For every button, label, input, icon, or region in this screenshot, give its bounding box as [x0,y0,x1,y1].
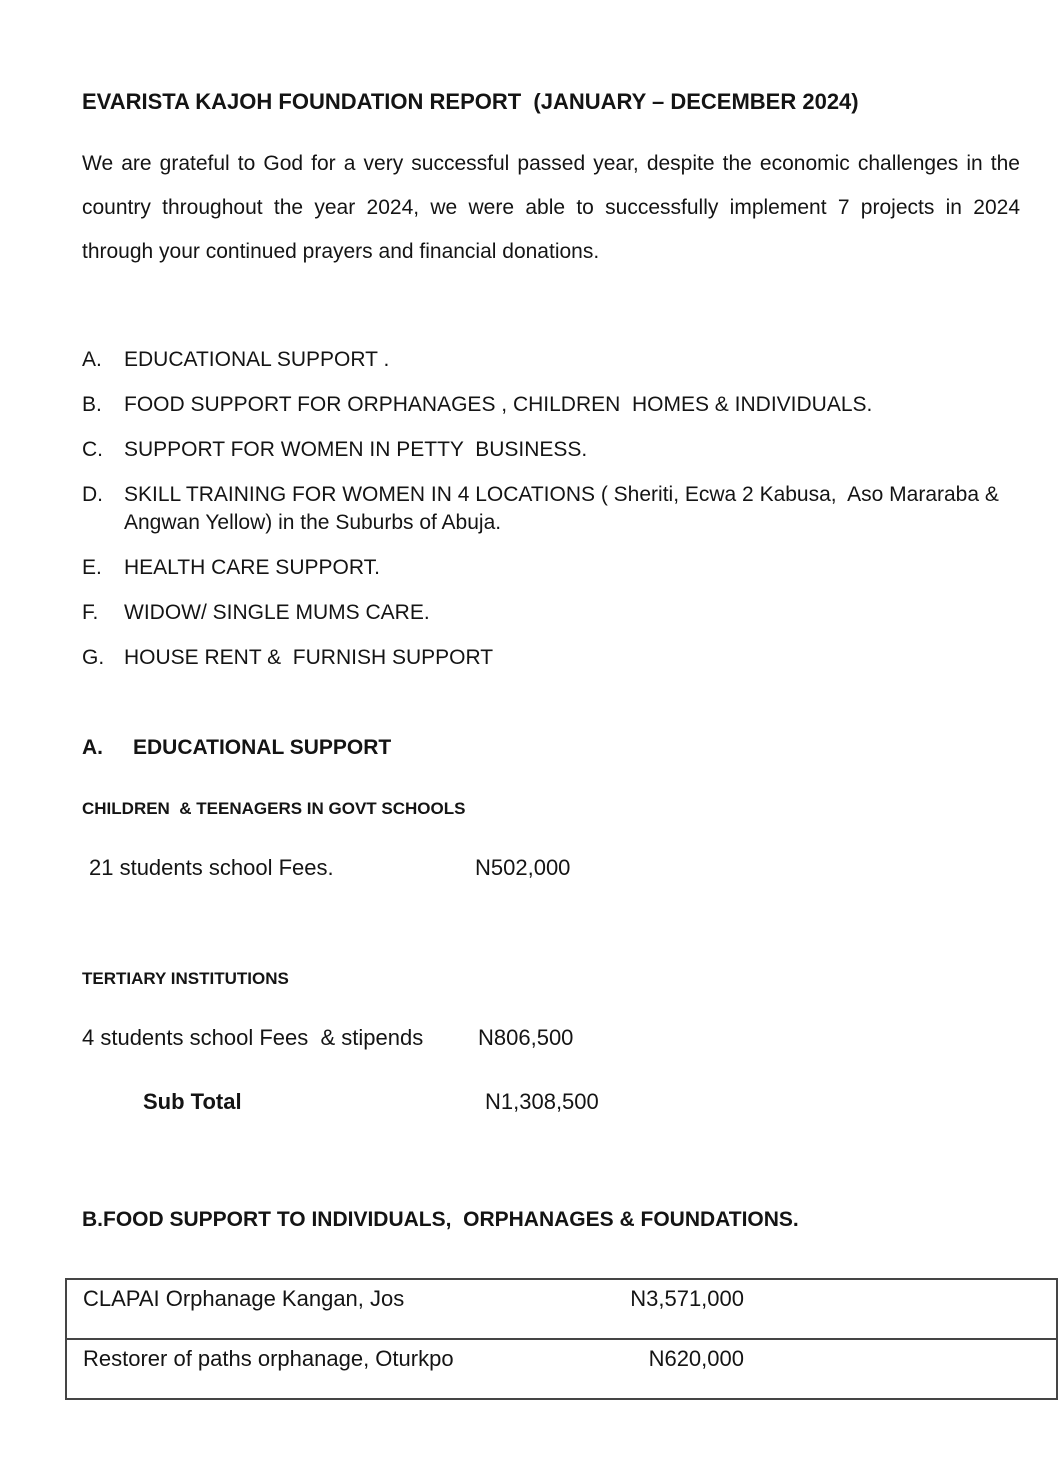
food-support-table [65,1278,1058,1400]
list-letter: B. [82,393,102,416]
govt-schools-subheading: CHILDREN & TEENAGERS IN GOVT SCHOOLS [82,799,466,818]
subtotal-label: Sub Total [143,1089,242,1114]
list-letter: F. [82,601,99,624]
orphanage-amount-cell: N620,000 [648,1346,744,1371]
list-item-g [82,644,1020,672]
report-title: EVARISTA KAJOH FOUNDATION REPORT (JANUARY – DECEMBER 2024) [82,89,859,114]
list-item-text: SUPPORT FOR WOMEN IN PETTY BUSINESS. [124,438,588,461]
table-row [67,1338,1056,1398]
intro-paragraph: We are grateful to God for a very successful passed year, despite the economic challenges in the country throughout the year 2024, we were able to successfully implement 7 projects in 2024 through your continued prayers and financial donations. [82,152,1020,263]
section-a-title: EDUCATIONAL SUPPORT [133,736,392,759]
list-item-e [82,554,1020,582]
govt-schools-fee-line [82,854,1020,882]
subtotal-line [82,1088,1020,1116]
tertiary-subheading: TERTIARY INSTITUTIONS [82,969,289,988]
list-letter: E. [82,556,102,579]
list-item-text: HEALTH CARE SUPPORT. [124,556,380,579]
list-item-a [82,346,1020,374]
section-b-heading: B.FOOD SUPPORT TO INDIVIDUALS, ORPHANAGES & FOUNDATIONS. [82,1208,799,1231]
fee-label: 4 students school Fees & stipends [82,1025,424,1050]
subtotal-amount: N1,308,500 [485,1089,599,1114]
list-letter: G. [82,646,105,669]
tertiary-fee-line [82,1024,1020,1052]
list-item-b [82,391,1020,419]
list-letter: A. [82,348,102,371]
list-item-text: SKILL TRAINING FOR WOMEN IN 4 LOCATIONS ( Sheriti, Ecwa 2 Kabusa, Aso Mararaba & Angwan Yellow) in the Suburbs of Abuja. [124,483,1004,534]
orphanage-name-cell: Restorer of paths orphanage, Oturkpo [83,1346,454,1371]
list-letter: C. [82,438,103,461]
section-a-heading [82,734,1020,762]
section-a-letter: A. [82,736,103,759]
orphanage-amount-cell: N3,571,000 [630,1286,744,1311]
list-item-text: HOUSE RENT & FURNISH SUPPORT [124,646,494,669]
orphanage-name-cell: CLAPAI Orphanage Kangan, Jos [83,1286,405,1311]
list-item-text: WIDOW/ SINGLE MUMS CARE. [124,601,430,624]
table-row [67,1280,1056,1338]
list-item-d [82,481,1020,537]
fee-amount: N502,000 [475,855,571,880]
list-item-f [82,599,1020,627]
list-letter: D. [82,483,103,506]
fee-label: 21 students school Fees. [89,855,334,880]
list-item-text: EDUCATIONAL SUPPORT . [124,348,390,371]
fee-amount: N806,500 [478,1025,574,1050]
list-item-text: FOOD SUPPORT FOR ORPHANAGES , CHILDREN HOMES & INDIVIDUALS. [124,393,873,416]
project-list [82,346,1020,672]
list-item-c [82,436,1020,464]
